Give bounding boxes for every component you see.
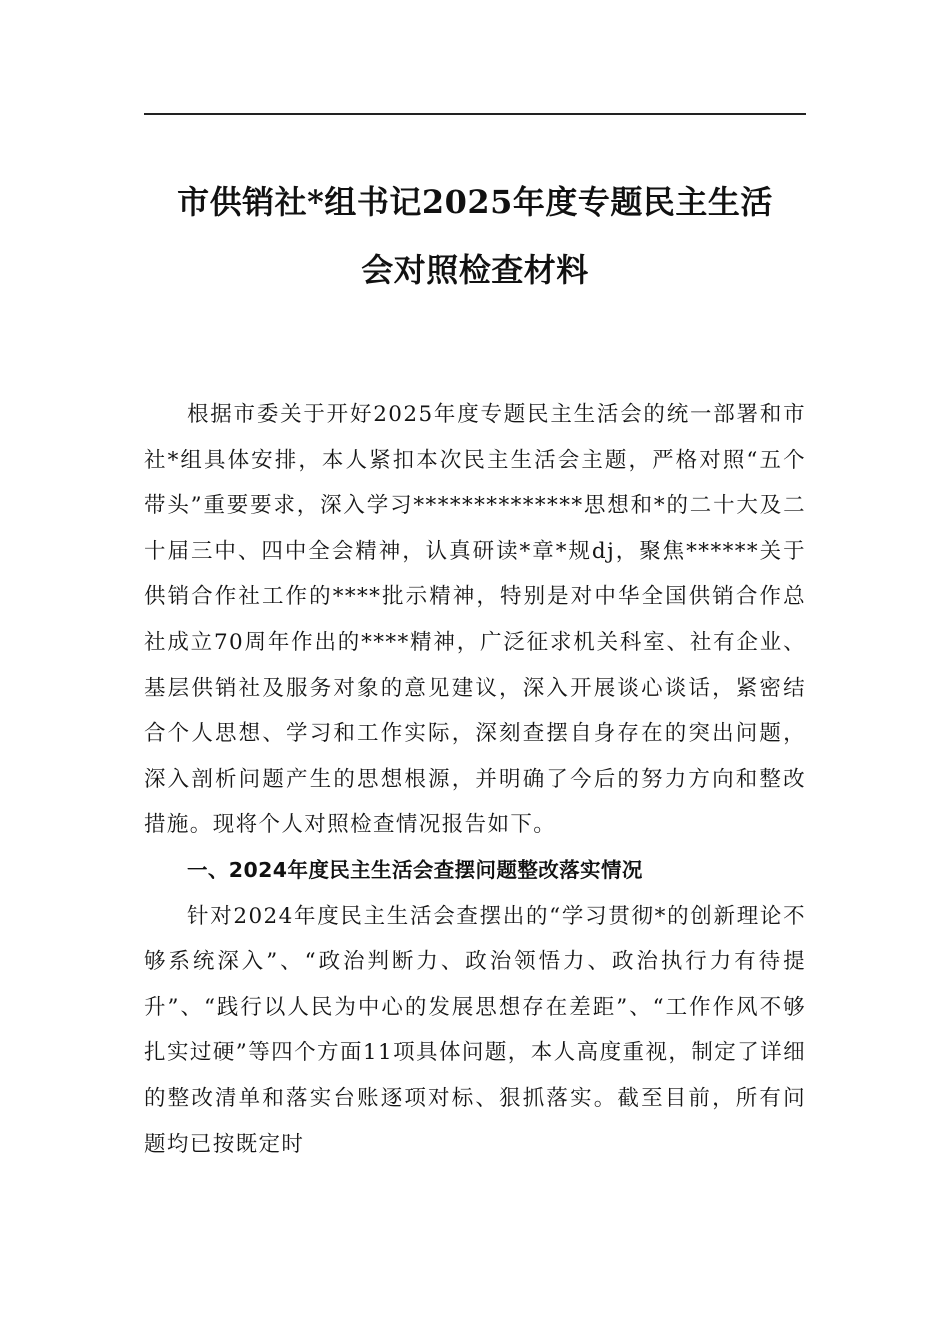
title-line-2: 会对照检查材料 [361, 251, 589, 289]
intro-paragraph: 根据市委关于开好2025年度专题民主生活会的统一部署和市社*组具体安排，本人紧扣本次民主生活会主题，严格对照“五个带头”重要要求，深入学习**************思想和*的二十大及二十届三中、四中全会精神，认真研读*章*规dj，聚焦******关于供销合作社工作的****批示精神，特别是对中华全国供销合作总社成立70周年作出的****精神，广泛征求机关科室、社有企业、基层供销社及服务对象的意见建议，深入开展谈心谈话，紧密结合个人思想、学习和工作实际，深刻查摆自身存在的突出问题，深入剖析问题产生的思想根源，并明确了今后的努力方向和整改措施。现将个人对照检查情况报告如下。 [144, 402, 806, 838]
header-rule [144, 113, 806, 115]
document-title [144, 168, 806, 304]
document-body [144, 392, 806, 1167]
title-line-1: 市供销社*组书记2025年度专题民主生活 [177, 183, 773, 221]
section-heading-1: 一、2024年度民主生活会查摆问题整改落实情况 [187, 857, 643, 882]
section-1-paragraph: 针对2024年度民主生活会查摆出的“学习贯彻*的创新理论不够系统深入”、“政治判断力、政治领悟力、政治执行力有待提升”、“践行以人民为中心的发展思想存在差距”、“工作作风不够扎实过硬”等四个方面11项具体问题，本人高度重视，制定了详细的整改清单和落实台账逐项对标、狠抓落实。截至目前，所有问题均已按既定时 [144, 903, 806, 1157]
